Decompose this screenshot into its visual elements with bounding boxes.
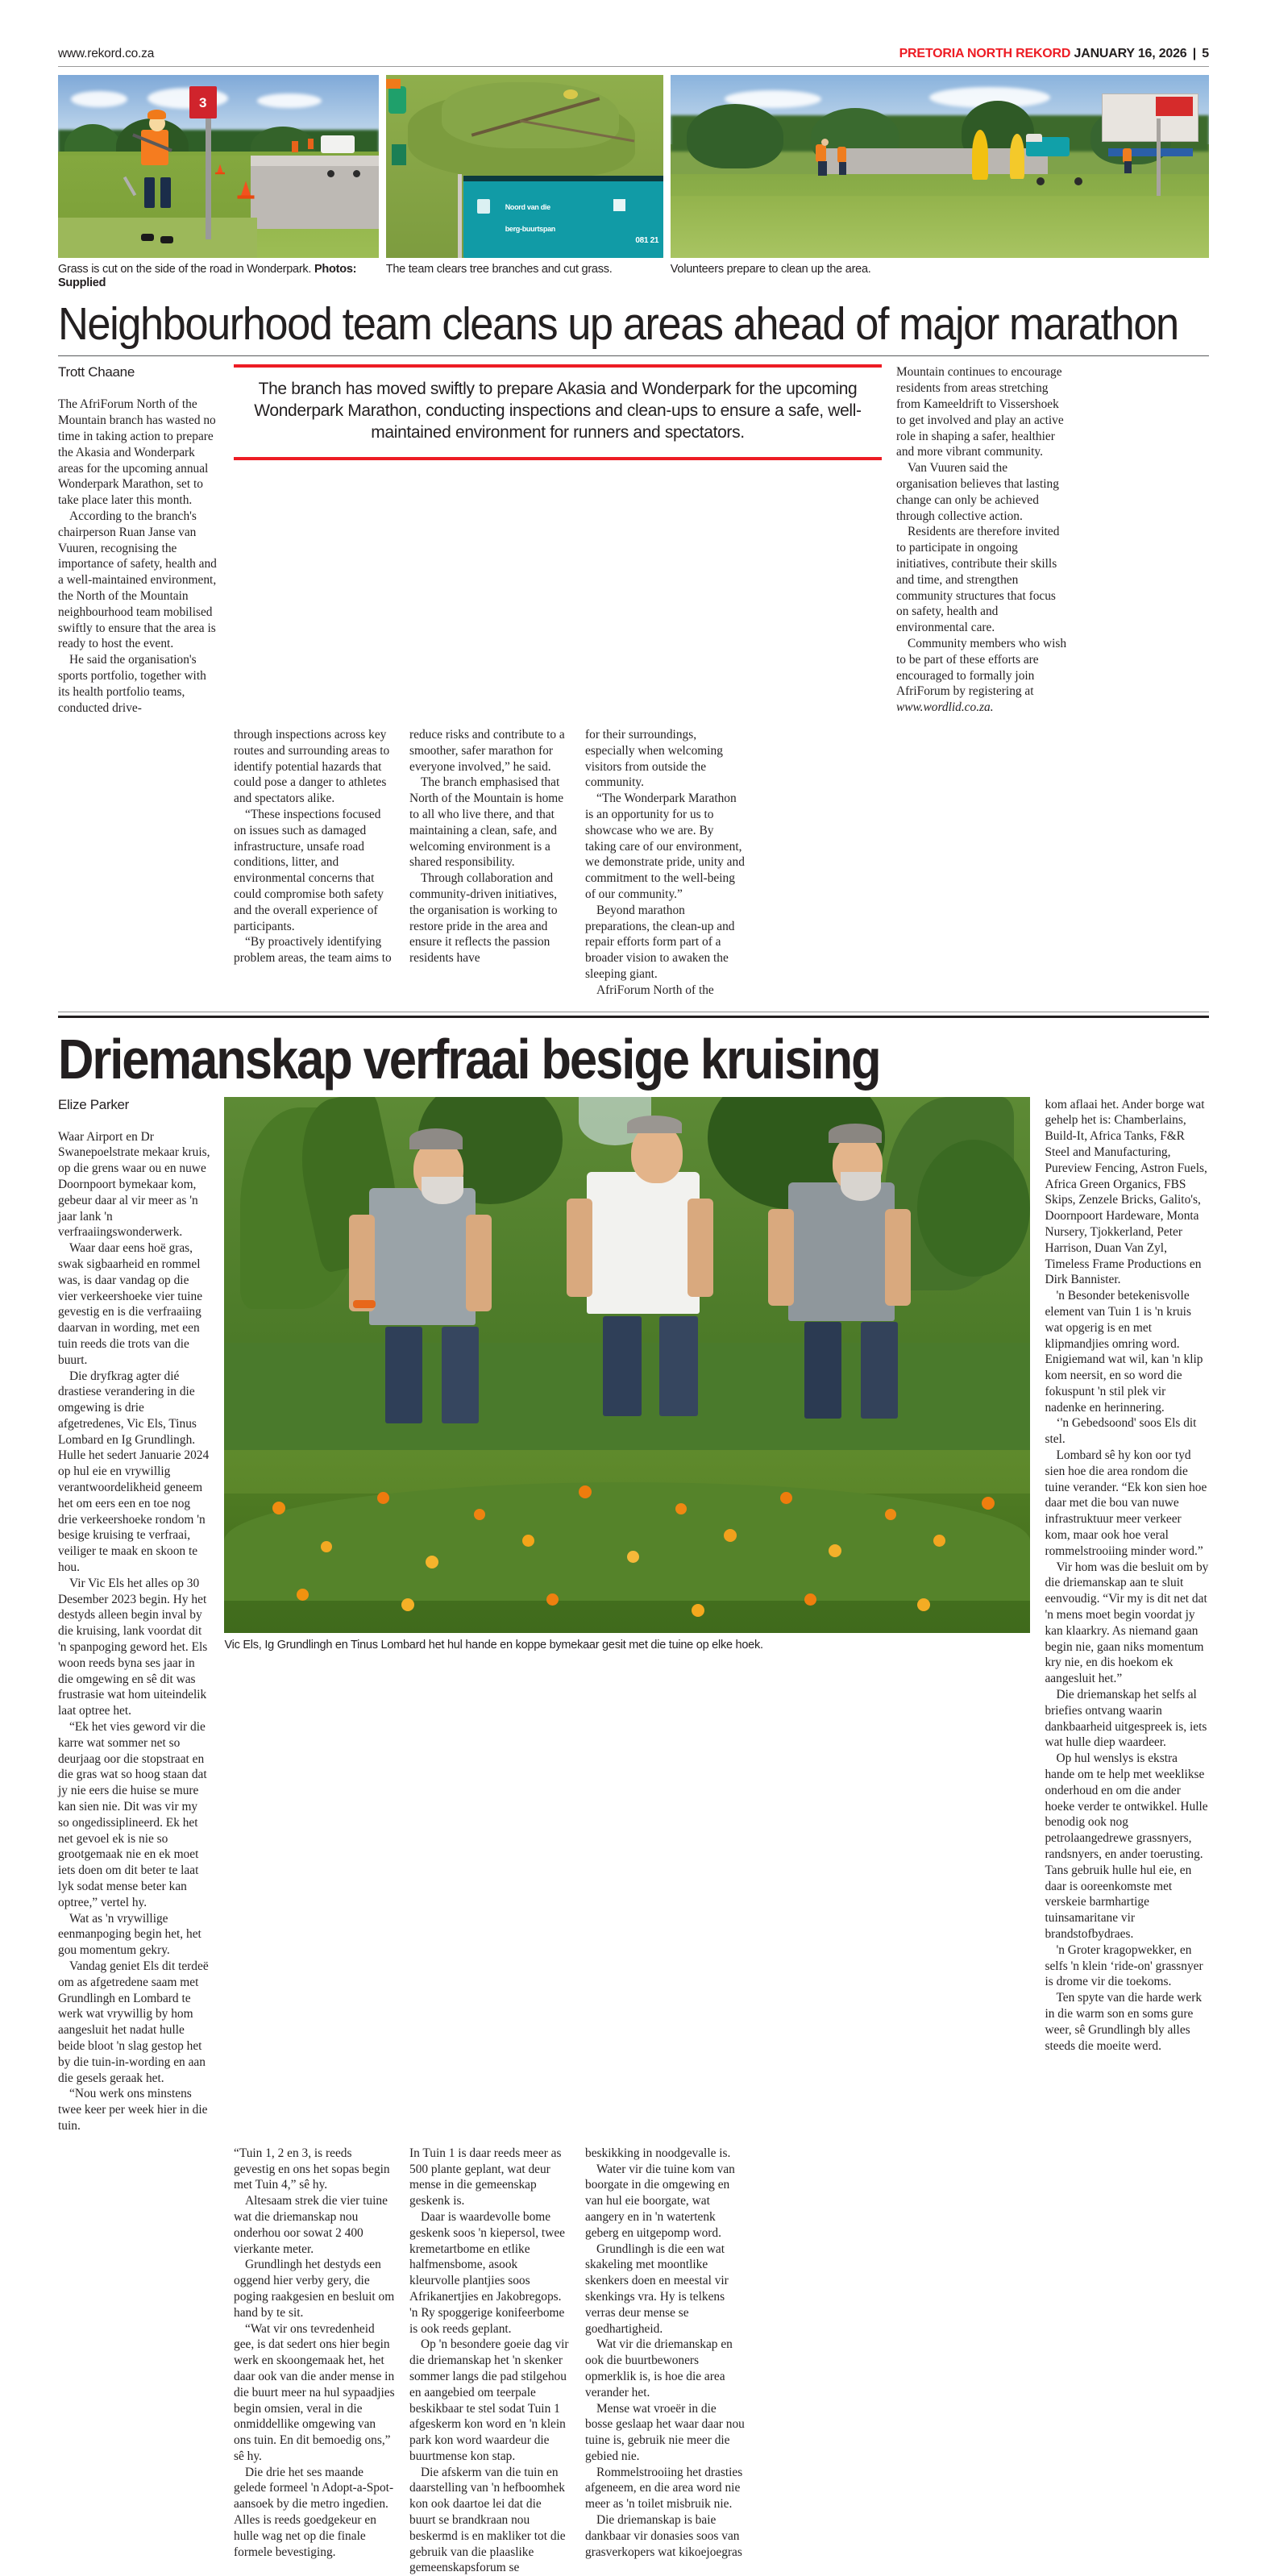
volunteers-photo bbox=[671, 75, 1209, 258]
article-2-col3-text bbox=[409, 2146, 571, 2576]
article-2-column-3 bbox=[409, 2146, 571, 2576]
paragraph: Water vir die tuine kom van boorgate in die omgewing en van hul eie boorgate, wat aangery en in 'n watertenk geberg en uitgepomp word. bbox=[585, 2162, 735, 2240]
paragraph: reduce risks and contribute to a smoother, safer marathon for everyone involved,” he said. bbox=[409, 728, 565, 774]
article-2-photo-caption: Vic Els, Ig Grundlingh en Tinus Lombard het hul hande en koppe bymekaar gesit met die tuine op elke hoek. bbox=[224, 1638, 763, 1652]
paragraph: Waar Airport en Dr Swanepoelstrate mekaar kruis, op die grens waar ou en nuwe Doornpoort bymekaar kom, gebeur daar al vir meer as 'n jaar lank 'n verfraaiingswonderwerk. bbox=[58, 1129, 210, 1240]
tree-branches-photo: Noord van die berg-buurtspan 081 21 bbox=[386, 75, 663, 258]
article-2-col5-text bbox=[1045, 1097, 1209, 2055]
article-1-col3-text bbox=[409, 727, 571, 966]
paragraph-text: Community members who wish to be part of these efforts are encouraged to formally join AfriForum by registering at bbox=[896, 637, 1067, 699]
article-2-photo-col bbox=[224, 1097, 1030, 2134]
article-2-col2-text bbox=[234, 2146, 395, 2561]
paragraph: Daar is waardevolle bome geskenk soos 'n kiepersol, twee kremetartbome en etlike halfmensbome, asook kleurvolle plantjies soos Afrikanertjies en Jakobregops. 'n Ry spoggerige konifeerbome is ook reeds geplant. bbox=[409, 2209, 565, 2336]
article-2-col1-text bbox=[58, 1129, 210, 2134]
paragraph: Vir Vic Els het alles op 30 Desember 2023 begin. Hy het destyds alleen begin inval by die kruising, lank voordat dit 'n spanpoging geword het. Els woon reeds byna ses jaar in die omgewing en sê dit was frustrasie wat hom uiteindelik laat optree het. bbox=[58, 1576, 208, 1718]
article-1-col5-text bbox=[896, 364, 1070, 716]
paragraph: Lombard sê hy kon oor tyd sien hoe die area rondom die tuine verander. “Ek kon sien hoe daar met die bou van nuwe infrastruktuur meer verkeer kom, maar ook hoe veral rommelstrooiing minder word.” bbox=[1045, 1448, 1207, 1558]
article-1-col1-text bbox=[58, 397, 219, 716]
paragraph: Wat as 'n vrywillige eenmanpoging begin het, het gou momentum gekry. bbox=[58, 1911, 201, 1958]
paragraph: Through collaboration and community-driven initiatives, the organisation is working to restore pride in the area and ensure it reflects the passion residents have bbox=[409, 871, 558, 966]
masthead-separator: | bbox=[1192, 47, 1197, 60]
publication-name: PRETORIA NORTH REKORD bbox=[899, 47, 1071, 60]
paragraph: Van Vuuren said the organisation believes that lasting change can only be achieved through collective action. bbox=[896, 461, 1059, 523]
photo-caption-3: Volunteers prepare to clean up the area. bbox=[670, 263, 871, 276]
paragraph: “These inspections focused on issues such as damaged infrastructure, unsafe road conditions, litter, and environmental concerns that could compromise both safety and the overall experience of participants. bbox=[234, 807, 384, 933]
article-2-col4-text bbox=[585, 2146, 746, 2561]
paragraph: He said the organisation's sports portfolio, together with its health portfolio teams, conducted drive- bbox=[58, 653, 206, 715]
paragraph: Beyond marathon preparations, the clean-up and repair efforts form part of a broader vision to awaken the sleeping giant. bbox=[585, 903, 735, 981]
paragraph: Die driemanskap is baie dankbaar vir donasies soos van grasverkopers wat kikoejoegras bbox=[585, 2513, 742, 2559]
grass-cutting-photo: 3 bbox=[58, 75, 379, 258]
article-1-col4-text bbox=[585, 727, 746, 999]
photo-caption-1 bbox=[58, 258, 379, 289]
article-1-byline: Trott Chaane bbox=[58, 364, 135, 380]
paragraph: Rommelstrooiing het drasties afgeneem, en die area word nie meer as 'n toilet misbruik nie. bbox=[585, 2465, 743, 2512]
article-1-column-5 bbox=[896, 364, 1070, 716]
paragraph: Grundlingh is die een wat skakeling met moontlike skenkers doen en meestal vir skenkings vra. Hy is telkens verras deur mense se goedhartigheid. bbox=[585, 2242, 729, 2336]
paragraph: Die afskerm van die tuin en daarstelling van 'n hefboomhek kon ook daartoe lei dat die buurt se brandkraan nou beskermd is en makliker tot die gebruik van die plaaslike gemeenskapsforum se bbox=[409, 2465, 566, 2575]
article-1-column-1 bbox=[58, 364, 219, 998]
paragraph: Wat vir die driemanskap en ook die buurtbewoners opmerklik is, is hoe die area verander het. bbox=[585, 2337, 733, 2399]
article-1-column-3 bbox=[409, 727, 571, 999]
photo-cell-2 bbox=[386, 75, 663, 289]
paragraph: Residents are therefore invited to participate in ongoing initiatives, contribute their skills and time, and strengthen community structures that focus on safety, health and environmental care. bbox=[896, 525, 1060, 635]
masthead-publication-info bbox=[899, 47, 1209, 61]
article-1-headline: Neighbourhood team cleans up areas ahead of major marathon bbox=[58, 298, 1178, 351]
pullquote-text: The branch has moved swiftly to prepare Akasia and Wonderpark for the upcoming Wonderpark Marathon, conducting inspections and clean-ups to ensure a safe, well-maintained environment for runners and spectators. bbox=[254, 380, 862, 442]
article-2-column-5 bbox=[1045, 1097, 1209, 2134]
photo-cell-3 bbox=[671, 75, 1209, 289]
three-men-garden-photo bbox=[224, 1097, 1030, 1633]
paragraph: Mense wat vroeër in die bosse geslaap het waar daar nou tuine is, gebruik nie meer die gebied nie. bbox=[585, 2401, 745, 2463]
paragraph: Waar daar eens hoë gras, swak sigbaarheid en rommel was, is daar vandag op die vier verkeershoeke vier tuine gevestig en is die verfraaiing daarvan in wording, met een tuin reeds die trots van die buurt. bbox=[58, 1241, 203, 1367]
paragraph: “Tuin 1, 2 en 3, is reeds gevestig en ons het sopas begin met Tuin 4,” sê hy. bbox=[234, 2146, 390, 2192]
article-1-column-2 bbox=[234, 727, 395, 999]
paragraph: According to the branch's chairperson Ruan Janse van Vuuren, recognising the importance of safety, health and a well-maintained environment, the North of the Mountain neighbourhood team mobilised swiftly to ensure that the area is ready to host the event. bbox=[58, 509, 217, 651]
paragraph: ‘'n Gebedsoond' soos Els dit stel. bbox=[1045, 1416, 1197, 1447]
pullquote-bottom-rule bbox=[234, 457, 882, 460]
article-1-column-4 bbox=[585, 727, 746, 999]
article-1-pullquote bbox=[234, 364, 882, 716]
paragraph: Altesaam strek die vier tuine wat die driemanskap nou onderhou oor sowat 2 400 vierkante meter. bbox=[234, 2194, 388, 2256]
article-2-bottom-row bbox=[58, 2134, 1209, 2576]
photo-strip bbox=[58, 75, 1209, 289]
paragraph: In Tuin 1 is daar reeds meer as 500 plante geplant, wat deur mense in die gemeenskap geskenk is. bbox=[409, 2146, 562, 2208]
article-2-top-row bbox=[58, 1097, 1209, 2134]
paragraph: The AfriForum North of the Mountain branch has wasted no time in taking action to prepare the Akasia and Wonderpark areas for the upcoming annual Wonderpark Marathon, set to take place later this month. bbox=[58, 397, 216, 508]
paragraph bbox=[896, 636, 1070, 716]
article-2-byline: Elize Parker bbox=[58, 1096, 130, 1112]
paragraph: “The Wonderpark Marathon is an opportunity for us to showcase who we are. By taking care of our environment, we demonstrate pride, unity and commitment to the well-being of our community.” bbox=[585, 791, 745, 901]
photo-cell-1 bbox=[58, 75, 379, 289]
paragraph: 'n Besonder betekenisvolle element van Tuin 1 is 'n kruis wat opgerig is en met klipmandjies omring word. Enigiemand wat wil, kan 'n klip kom neersit, en so word die fokuspunt 'n stil plek vir nadenke en herinnering. bbox=[1045, 1289, 1203, 1415]
article-1 bbox=[58, 356, 1209, 998]
caption-text-1: Grass is cut on the side of the road in Wonderpark. bbox=[58, 263, 314, 276]
registration-url[interactable]: www.wordlid.co.za. bbox=[896, 700, 994, 715]
article-2-column-4 bbox=[585, 2146, 746, 2576]
article-2-headline: Driemanskap verfraai besige kruising bbox=[58, 1027, 880, 1091]
article-2-column-2 bbox=[234, 2146, 395, 2576]
article-1-col2-text bbox=[234, 727, 395, 966]
paragraph: Vir hom was die besluit om by die driemanskap aan te sluit eenvoudig. “Vir my is dit net dat 'n mens moet begin voordat jy kan klaarkry. As niemand gaan begin nie, gaan niks momentum kry nie, en dis hoekom ek aangesluit het.” bbox=[1045, 1560, 1209, 1686]
paragraph: 'n Groter kragopwekker, en selfs 'n klein ‘ride-on' grassnyer is drome vir die toekoms. bbox=[1045, 1942, 1203, 1989]
paragraph: “Ek het vies geword vir die karre wat sommer net so deurjaag oor die stopstraat en die gras wat so hoog staan dat jy nie eers die huise se mure kan sien nie. Dit was vir my so ongedissiplineerd. Ek het net gevoel ek is nie so grootgemaak nie en ek moet iets doen om dit beter te laat lyk sodat mense beter kan optree,” vertel hy. bbox=[58, 1720, 207, 1909]
paragraph: Die dryfkrag agter dié drastiese verandering in die omgewing is drie afgetredenes, Vic Els, Tinus Lombard en Ig Grundlingh. Hulle het sedert Januarie 2024 op hul eie en vrywillig verantwoordelikheid geneem het om eers een en toe nog drie verkeershoeke rondom 'n besige kruising te verfraai, veiliger te maak en skoon te hou. bbox=[58, 1369, 210, 1575]
article-1-column-4-spacer bbox=[761, 727, 935, 999]
paragraph: for their surroundings, especially when welcoming visitors from outside the community. bbox=[585, 728, 723, 790]
paragraph: kom aflaai het. Ander borge wat gehelp het is: Chamberlains, Build-It, Africa Tanks, F&R Steel and Manufacturing, Pureview Fencing, Astron Fuels, Africa Green Organics, FBS Skips, Zenzele Bricks, Galito's, Doornpoort Hardeware, Monta Nursery, Tjokkerland, Peter Harrison, Duan Van Zyl, Timeless Frame Productions en Dirk Bannister. bbox=[1045, 1097, 1207, 1287]
masthead-rule bbox=[58, 66, 1209, 67]
paragraph: Grundlingh het destyds een oggend hier verby gery, die poging raakgesien en besluit om hand by te sit. bbox=[234, 2258, 395, 2320]
page-number: 5 bbox=[1202, 47, 1209, 60]
paragraph: Die drie het ses maande gelede formeel 'n Adopt-a-Spot-aansoek by die metro ingedien. Alles is reeds goedgekeur en hulle wag net op die finale formele bevestiging. bbox=[234, 2465, 394, 2559]
paragraph: through inspections across key routes and surrounding areas to identify potential hazards that could pose a danger to athletes and spectators alike. bbox=[234, 728, 390, 806]
article-1-middle-columns bbox=[234, 716, 1185, 999]
article-2-column-1 bbox=[58, 1097, 210, 2134]
paragraph: Op hul wenslys is ekstra hande om te help met weeklikse onderhoud en om die ander hoeke verder te ontwikkel. Hulle benodig ook nog petrolaangedrewe grassnyers, randsnyers, en ander toerusting. Tans gebruik hulle hul eie, en daar is ooreenkomste met verskeie barmhartige tuinsamaritane vir brandstofbydraes. bbox=[1045, 1751, 1208, 1941]
paragraph: The branch emphasised that North of the Mountain is home to all who live there, and that maintaining a clean, safe, and welcoming environment is a shared responsibility. bbox=[409, 775, 564, 870]
photo-credit: Photos: Supplied bbox=[58, 263, 357, 289]
paragraph: AfriForum North of the bbox=[596, 983, 714, 997]
paragraph: Ten spyte van die harde werk in die warm son en soms gure weer, sê Grundlingh bly alles steeds die moeite werd. bbox=[1045, 1991, 1203, 2053]
masthead bbox=[58, 0, 1209, 66]
paragraph: Vandag geniet Els dit terdeë om as afgetredene saam met Grundlingh en Lombard te werk wat vrywillig by hom aangesluit het nadat hulle beide bloot 'n slag gestop het by die tuin-in-wording en aan die gesels geraak het. bbox=[58, 1959, 209, 2085]
article-1-top-row bbox=[58, 356, 1209, 998]
photo-caption-2: The team clears tree branches and cut grass. bbox=[385, 263, 613, 276]
paragraph: “Wat vir ons tevredenheid gee, is dat sedert ons hier begin werk en skoongemaak het, het daar ook van die ander mense in die buurt meer na hul sypaadjies begin omsien, veral in die onmiddellike omgewing van ons tuin. En dit bemoedig ons,” sê hy. bbox=[234, 2321, 395, 2463]
paragraph: beskikking in noodgevalle is. bbox=[585, 2146, 731, 2160]
website-url[interactable]: www.rekord.co.za bbox=[58, 47, 155, 60]
paragraph: Mountain continues to encourage residents from areas stretching from Kameeldrift to Vissershoek to get involved and play an active role in shaping a safer, healthier and more vibrant community. bbox=[896, 365, 1064, 459]
article-2 bbox=[58, 1097, 1209, 2576]
article-1-right-block bbox=[234, 364, 1185, 998]
paragraph: “By proactively identifying problem areas, the team aims to bbox=[234, 935, 392, 966]
paragraph: Die driemanskap het selfs al briefies ontvang waarin dankbaarheid uitgespreek is, iets wat hulle diep waardeer. bbox=[1045, 1688, 1207, 1750]
publication-date: JANUARY 16, 2026 bbox=[1074, 47, 1187, 60]
paragraph: Op 'n besondere goeie dag vir die driemanskap het 'n skenker sommer langs die pad stilgehou en aangebied om teerpale beskikbaar te stel sodat Tuin 1 afgeskerm kon word en 'n klein park kon word waardeur die buurtmense kon stap. bbox=[409, 2337, 569, 2463]
paragraph: “Nou werk ons minstens twee keer per week hier in die tuin. bbox=[58, 2087, 208, 2133]
